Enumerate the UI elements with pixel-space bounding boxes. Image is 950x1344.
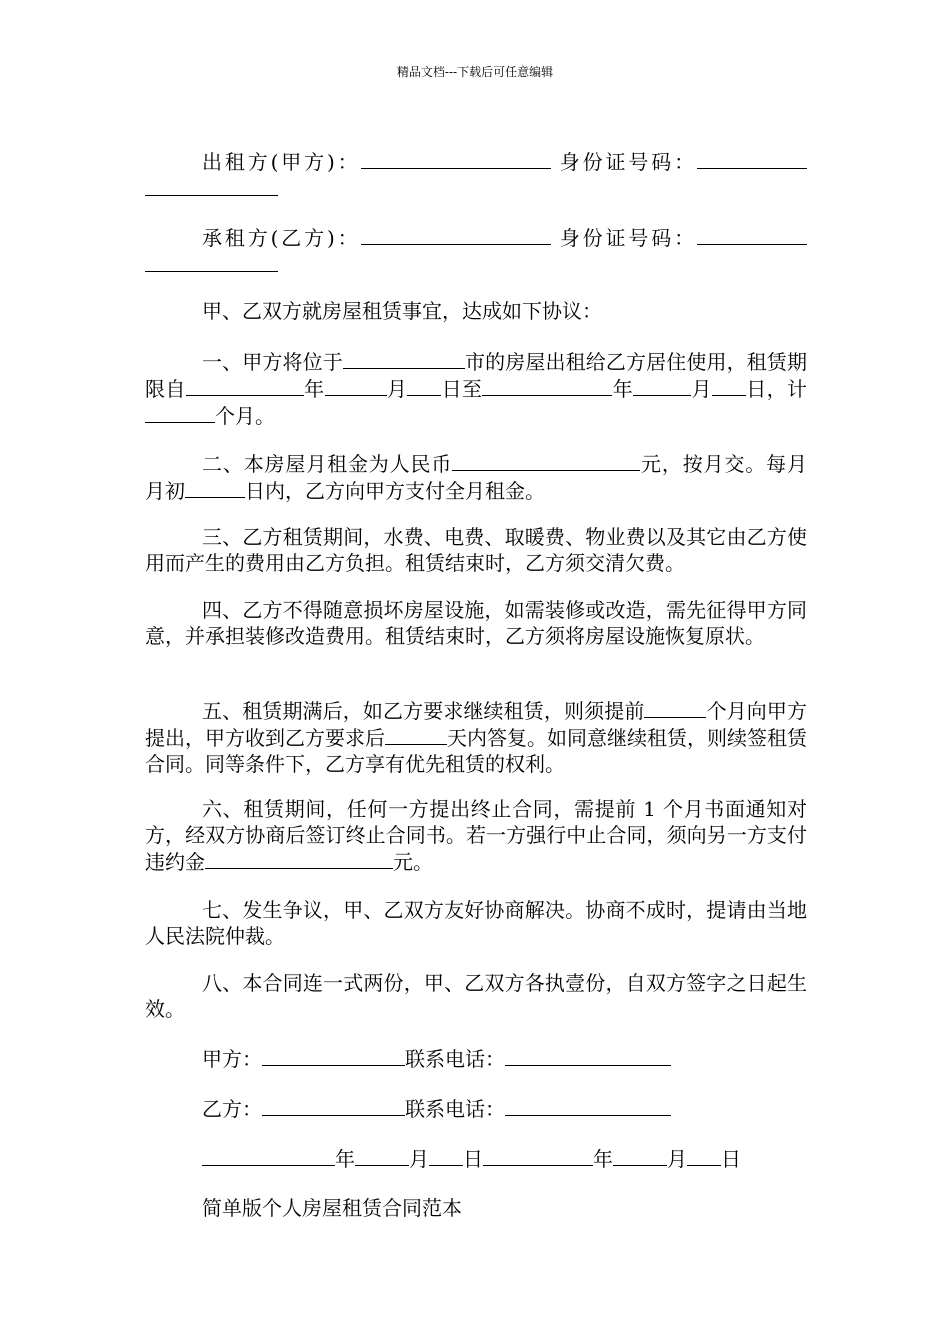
penalty-blank [205, 848, 393, 869]
clause-5-text-c: 天内答复。如同意继续租赁，则续签租赁合同。同等条件下，乙方享有优先租赁的权利。 [145, 726, 807, 776]
date-b-month-blank [613, 1145, 667, 1166]
start-year-blank [186, 375, 304, 396]
party-a-line [202, 1045, 671, 1072]
date-b-month-label: 月 [667, 1147, 687, 1171]
end-year-blank [482, 375, 612, 396]
lessee-id-blank-cont [145, 251, 278, 272]
party-a-label: 甲方： [202, 1047, 262, 1071]
notice-months-blank [644, 697, 706, 718]
date-b-year-label: 年 [593, 1147, 613, 1171]
lessor-id-blank [697, 148, 807, 169]
party-b-phone-blank [505, 1095, 671, 1116]
lessor-id-blank-cont [145, 175, 278, 196]
lessee-id-label: 身份证号码： [559, 226, 698, 250]
clause-6-text-a: 六、租赁期间，任何一方提出终止合同，需提前 1 个月书面通知对方，经双方协商后签订终止合同书。若一方强行中止合同，须向另一方支付违约金 [145, 797, 807, 874]
party-b-phone-label: 联系电话： [405, 1097, 505, 1121]
party-a-phone-label: 联系电话： [405, 1047, 505, 1071]
start-day-blank [407, 375, 441, 396]
clause-1-text-g: 月 [691, 377, 712, 401]
date-b-year-blank [483, 1145, 593, 1166]
clause-1-text-f: 年 [612, 377, 634, 401]
clause-8: 八、本合同连一式两份，甲、乙双方各执壹份，自双方签字之日起生效。 [145, 971, 807, 1021]
clause-7: 七、发生争议，甲、乙双方友好协商解决。协商不成时，提请由当地人民法院仲裁。 [145, 898, 807, 948]
clause-2-text-c: 日内，乙方向甲方支付全月租金。 [245, 479, 545, 503]
clause-1-text-a: 一、甲方将位于 [202, 350, 343, 374]
lessor-name-blank [361, 148, 551, 169]
party-b-signature-blank [262, 1095, 405, 1116]
lessor-line [145, 148, 807, 202]
party-b-label: 乙方： [202, 1097, 262, 1121]
clause-5-text-a: 五、租赁期满后，如乙方要求继续租赁，则须提前 [202, 699, 645, 723]
date-a-month-blank [355, 1145, 409, 1166]
lessee-id-blank [697, 224, 807, 245]
date-a-year-blank [202, 1145, 335, 1166]
date-a-day-label: 日 [463, 1147, 483, 1171]
end-month-blank [633, 375, 691, 396]
clause-6 [145, 796, 807, 875]
clause-5-text-b: 个月向甲方提出，甲方收到乙方要求后 [145, 699, 808, 750]
intro-paragraph: 甲、乙双方就房屋租赁事宜，达成如下协议： [202, 299, 602, 323]
lessor-id-label: 身份证号码： [559, 150, 698, 174]
date-b-day-label: 日 [721, 1147, 741, 1171]
clause-5 [145, 697, 807, 777]
payment-day-blank [185, 477, 245, 498]
page-header: 精品文档---下载后可任意编辑 [396, 65, 554, 79]
clause-3: 三、乙方租赁期间，水费、电费、取暖费、物业费以及其它由乙方使用而产生的费用由乙方负担。租赁结束时，乙方须交清欠费。 [145, 525, 807, 575]
months-blank [145, 402, 215, 423]
date-a-year-label: 年 [335, 1147, 355, 1171]
clause-1-text-b: 市的房屋出租给乙方居住使用，租赁期限自 [145, 350, 807, 401]
clause-1 [145, 348, 807, 429]
clause-1-text-h: 日，计 [745, 377, 807, 401]
date-a-day-blank [429, 1145, 463, 1166]
reply-days-blank [385, 724, 447, 745]
end-day-blank [712, 375, 746, 396]
date-a-month-label: 月 [409, 1147, 429, 1171]
signing-date-line [202, 1145, 741, 1172]
clause-1-text-i: 个月。 [215, 404, 275, 428]
party-a-signature-blank [262, 1045, 405, 1066]
clause-2-text-a: 二、本房屋月租金为人民币 [202, 452, 453, 476]
city-blank [343, 348, 465, 369]
clause-1-text-c: 年 [303, 377, 325, 401]
clause-4: 四、乙方不得随意损坏房屋设施，如需装修或改造，需先征得甲方同意，并承担装修改造费用。租赁结束时，乙方须将房屋设施恢复原状。 [145, 598, 807, 648]
footer-title: 简单版个人房屋租赁合同范本 [202, 1196, 462, 1220]
lessee-line [145, 224, 807, 278]
clause-1-text-e: 日至 [441, 377, 483, 401]
party-a-phone-blank [505, 1045, 671, 1066]
clause-2 [145, 450, 807, 504]
lessee-name-blank [361, 224, 551, 245]
rent-amount-blank [452, 450, 640, 471]
clause-2-text-b: 元，按月交。每月月初 [145, 452, 808, 503]
start-month-blank [325, 375, 387, 396]
party-b-line [202, 1095, 671, 1122]
clause-6-text-b: 元。 [393, 850, 433, 874]
date-b-day-blank [687, 1145, 721, 1166]
lessee-label: 承租方(乙方)： [202, 226, 361, 250]
lessor-label: 出租方(甲方)： [202, 150, 361, 174]
clause-1-text-d: 月 [386, 377, 408, 401]
